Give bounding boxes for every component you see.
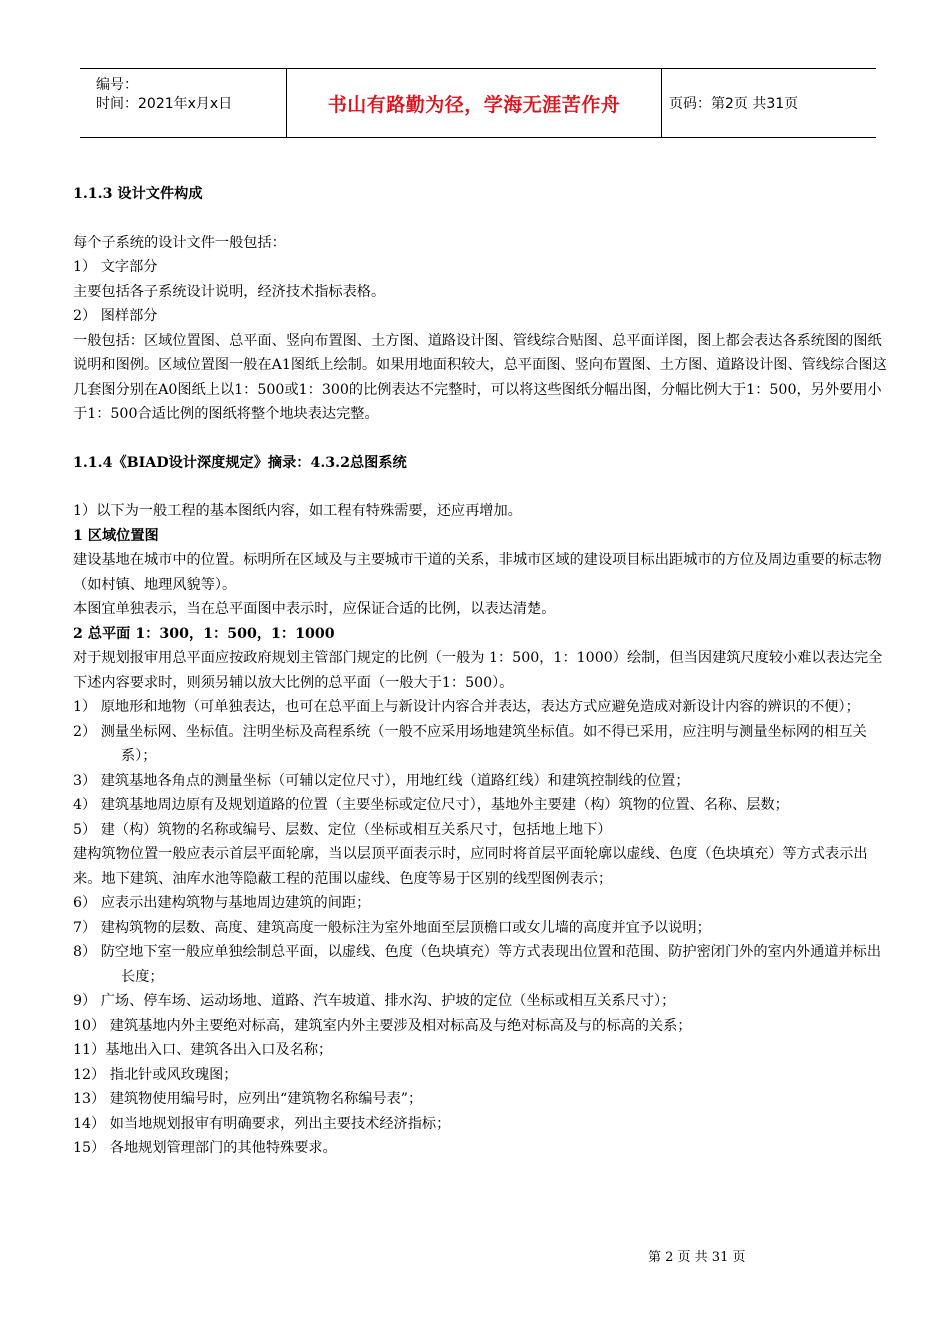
list-item: 10） 建筑基地内外主要绝对标高，建筑室内外主要涉及相对标高及与绝对标高及与的标高的关系； xyxy=(73,1017,692,1034)
header-left-cell xyxy=(80,69,286,137)
list-item: 4） 建筑基地周边原有及规划道路的位置（主要坐标或定位尺寸），基地外主要建（构）筑物的位置、名称、层数； xyxy=(73,797,789,813)
page-header xyxy=(80,68,876,138)
list-item: 1） 原地形和地物（可单独表达，也可在总平面上与新设计内容合并表达，表达方式应避免造成对新设计内容的辨识的不便）； xyxy=(73,699,860,715)
list-item: 5） 建（构）筑物的名称或编号、层数、定位（坐标或相互关系尺寸，包括地上地下） xyxy=(73,821,612,838)
section-title: 1.1.3 设计文件构成 xyxy=(73,186,203,202)
paragraph: 主要包括各子系统设计说明，经济技术指标表格。 xyxy=(73,283,386,300)
header-motto-cell xyxy=(286,69,662,137)
list-item: 13） 建筑物使用编号时，应列出“建筑物名称编号表”； xyxy=(73,1091,423,1107)
paragraph: 建构筑物位置一般应表示首层平面轮廓，当以层顶平面表示时，应同时将首层平面轮廓以虚线、色度（色块填充）等方式表示出来。地下建筑、油库水池等隐蔽工程的范围以虚线、色度等易于区别的线型图例表示； xyxy=(73,846,868,887)
header-right-cell xyxy=(661,69,876,137)
page-footer: 第 2 页 共 31 页 xyxy=(648,1250,746,1265)
subsection-title: 2 总平面 1：300，1：500，1：1000 xyxy=(73,625,335,642)
list-item: 14） 如当地规划报审有明确要求，列出主要技术经济指标； xyxy=(73,1115,451,1132)
paragraph: 一般包括：区域位置图、总平面、竖向布置图、土方图、道路设计图、管线综合贴图、总平面详图，图上都会表达各系统图的图纸说明和图例。区域位置图一般在A1图纸上绘制。如果用地面积较大，总平面图、竖向布置图、土方图、道路设计图、管线综合图这几套图分别在A0图纸上以1：500或1：300的比例表达不完整时，可以将这些图纸分幅出图，分幅比例大于1：500，另外要用小于1：500合适比例的图纸将整个地块表达完整。 xyxy=(73,332,887,422)
paragraph: 1） 文字部分 xyxy=(73,259,158,275)
motto-text: 书山有路勤为径，学海无涯苦作舟 xyxy=(327,93,621,116)
page-info: 页码：第2页 共31页 xyxy=(669,96,799,112)
list-item: 9） 广场、停车场、运动场地、道路、汽车坡道、排水沟、护坡的定位（坐标或相互关系尺寸）； xyxy=(73,993,676,1009)
paragraph: 每个子系统的设计文件一般包括： xyxy=(73,234,286,251)
document-body xyxy=(73,182,889,1161)
time-label: 时间：2021年x月x日 xyxy=(96,96,233,112)
paragraph: 1）以下为一般工程的基本图纸内容，如工程有特殊需要，还应再增加。 xyxy=(73,503,522,519)
subsection-title: 1 区域位置图 xyxy=(73,527,159,544)
list-item: 8） 防空地下室一般应单独绘制总平面，以虚线、色度（色块填充）等方式表现出位置和范围、防护密闭门外的室内外通道并标出长度； xyxy=(73,944,882,985)
list-item: 3） 建筑基地各角点的测量坐标（可辅以定位尺寸），用地红线（道路红线）和建筑控制线的位置； xyxy=(73,772,690,789)
code-label: 编号： xyxy=(96,77,138,93)
paragraph: 2） 图样部分 xyxy=(73,308,158,324)
section-title: 1.1.4《BIAD设计深度规定》摘录：4.3.2总图系统 xyxy=(73,454,407,471)
list-item: 15） 各地规划管理部门的其他特殊要求。 xyxy=(73,1140,337,1156)
list-item: 12） 指北针或风玫瑰图； xyxy=(73,1066,238,1083)
paragraph: 本图宜单独表示，当在总平面图中表示时，应保证合适的比例，以表达清楚。 xyxy=(73,601,556,617)
list-item: 11）基地出入口、建筑各出入口及名称； xyxy=(73,1042,333,1058)
paragraph: 对于规划报审用总平面应按政府规划主管部门规定的比例（一般为 1：500，1：1000）绘制，但当因建筑尺度较小难以表达完全下述内容要求时，则须另辅以放大比例的总平面（一般大于1：500）。 xyxy=(73,650,883,691)
list-item: 2） 测量坐标网、坐标值。注明坐标及高程系统（一般不应采用场地建筑坐标值。如不得已采用，应注明与测量坐标网的相互关系）； xyxy=(73,723,867,764)
paragraph: 建设基地在城市中的位置。标明所在区域及与主要城市干道的关系，非城市区域的建设项目标出距城市的方位及周边重要的标志物（如村镇、地理风貌等）。 xyxy=(73,552,882,593)
list-item: 7） 建构筑物的层数、高度、建筑高度一般标注为室外地面至层顶檐口或女儿墙的高度并宜予以说明； xyxy=(73,919,711,936)
list-item: 6） 应表示出建构筑物与基地周边建筑的间距； xyxy=(73,895,371,911)
